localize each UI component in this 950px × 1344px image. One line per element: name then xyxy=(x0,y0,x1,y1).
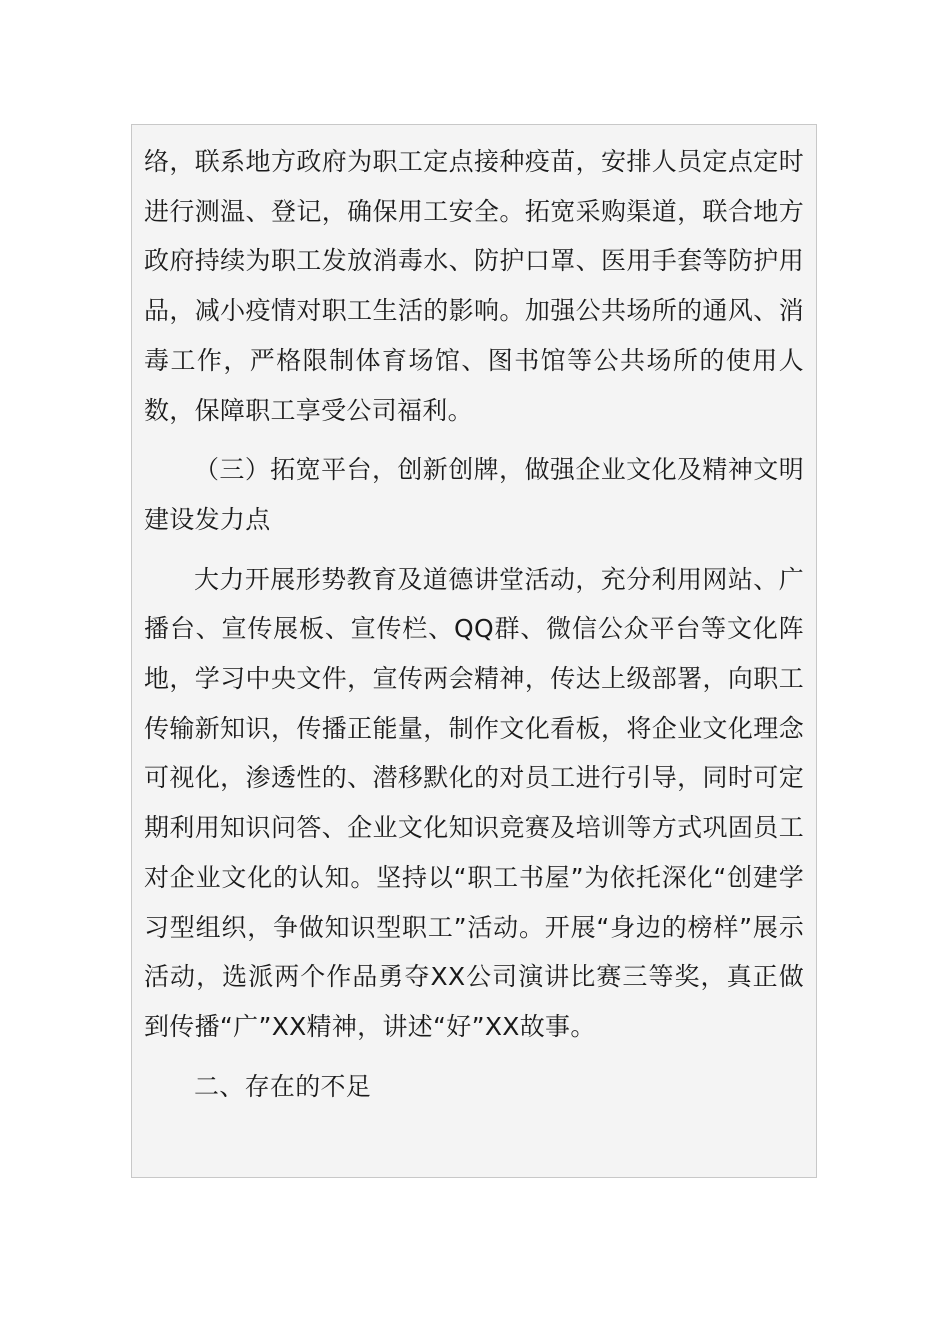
section-heading-3: （三）拓宽平台，创新创牌，做强企业文化及精神文明建设发力点 xyxy=(144,455,804,534)
section-heading-2: 二、存在的不足 xyxy=(194,1071,372,1101)
body-paragraph-continued: 络，联系地方政府为职工定点接种疫苗，安排人员定点定时进行测温、登记，确保用工安全。拓宽采购渠道，联合地方政府持续为职工发放消毒水、防护口罩、医用手套等防护用品，减小疫情对职工生活的影响。加强公共场所的通风、消毒工作，严格限制体育场馆、图书馆等公共场所的使用人数，保障职工享受公司福利。 xyxy=(144,147,804,425)
body-paragraph-culture: 大力开展形势教育及道德讲堂活动，充分利用网站、广播台、宣传展板、宣传栏、QQ群、微信公众平台等文化阵地，学习中央文件，宣传两会精神，传达上级部署，向职工传输新知识，传播正能量，制作文化看板，将企业文化理念可视化，渗透性的、潜移默化的对员工进行引导，同时可定期利用知识问答、企业文化知识竞赛及培训等方式巩固员工对企业文化的认知。坚持以“职工书屋”为依托深化“创建学习型组织，争做知识型职工”活动。开展“身边的榜样”展示活动，选派两个作品勇夺XX公司演讲比赛三等奖，真正做到传播“广”XX精神，讲述“好”XX故事。 xyxy=(144,564,804,1041)
document-text-box xyxy=(131,124,817,1178)
